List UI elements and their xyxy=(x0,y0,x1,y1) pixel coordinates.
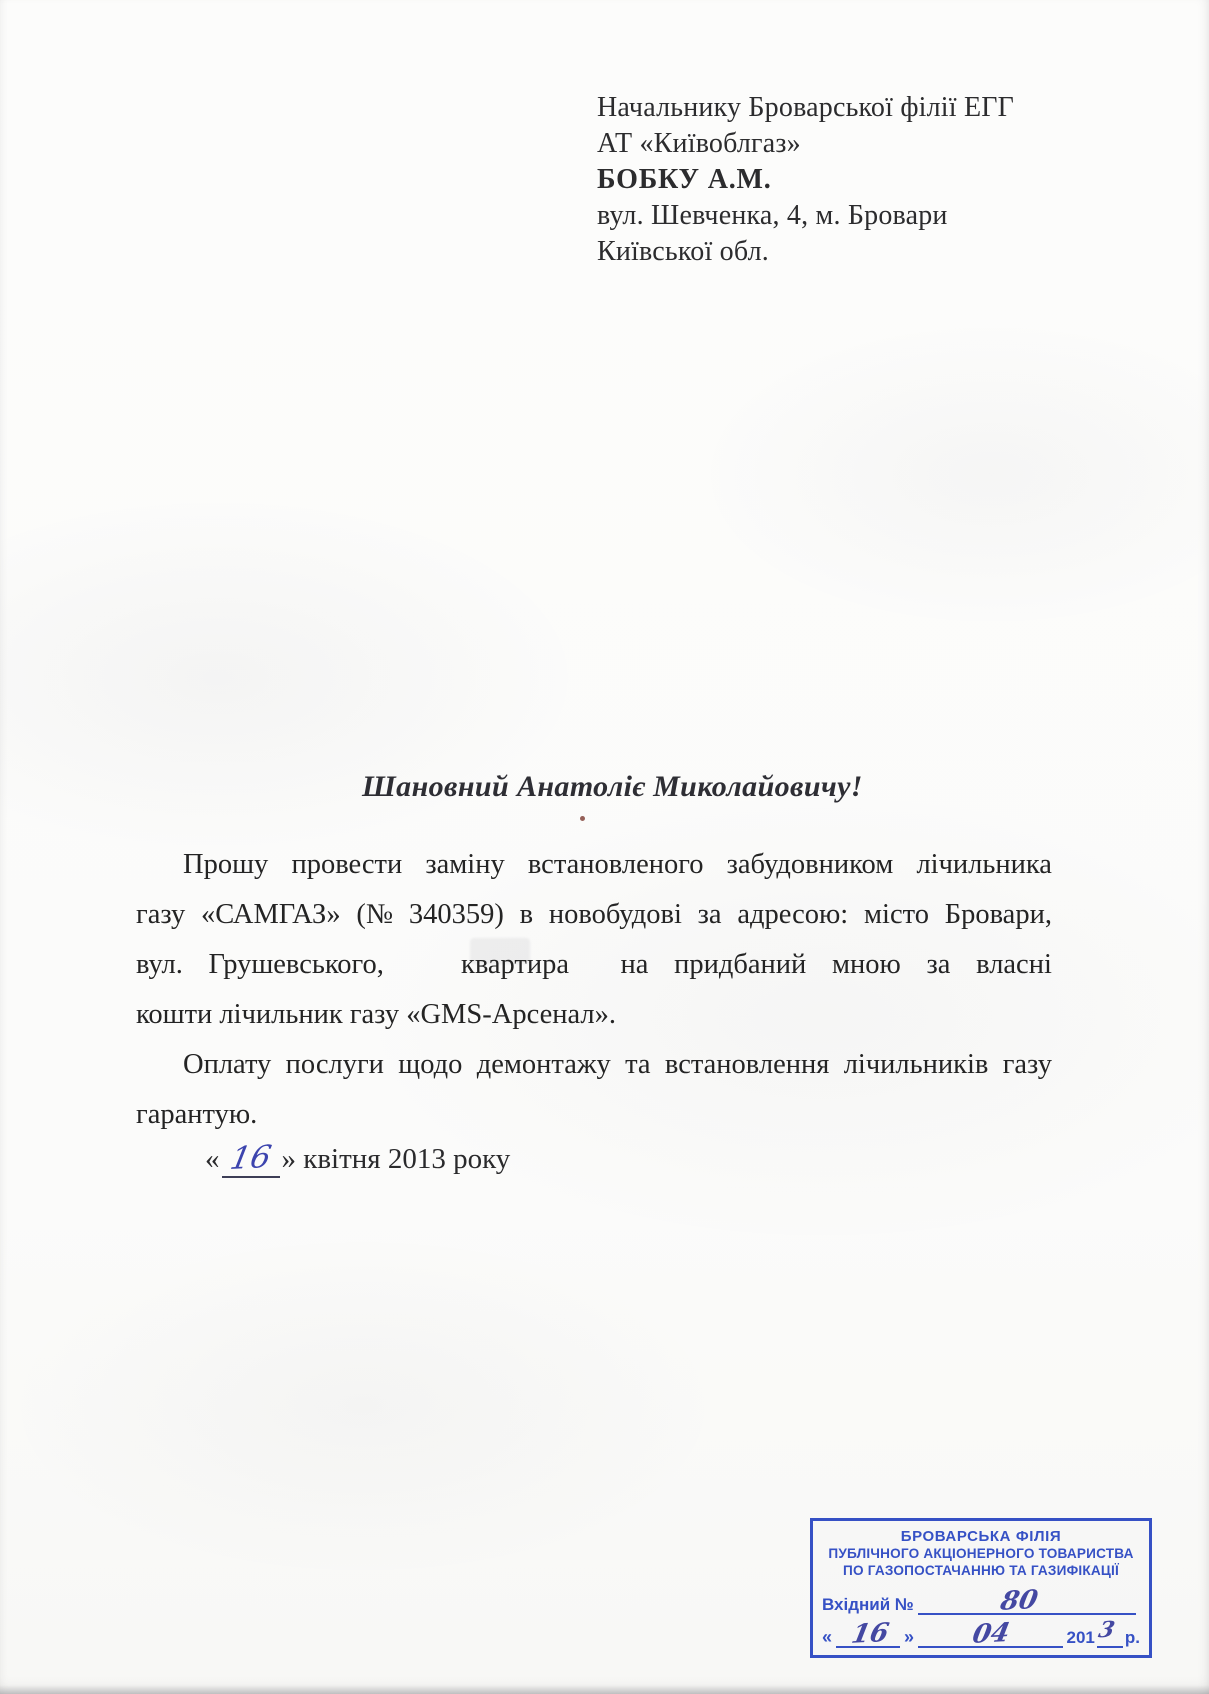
body-word: встановленого xyxy=(527,849,704,880)
body-line xyxy=(136,1040,1052,1090)
body-word: місто xyxy=(864,899,929,930)
body-word: за xyxy=(697,899,722,930)
recipient-address-line: Київської обл. xyxy=(597,236,769,267)
body-word: забудовником xyxy=(726,849,894,880)
body-word: в xyxy=(519,899,534,930)
body-word: 340359) xyxy=(408,899,504,930)
stamp-org-line1: БРОВАРСЬКА ФІЛІЯ xyxy=(900,1528,1062,1545)
recipient-line: АТ «Київоблгаз» xyxy=(597,128,801,159)
body-word: встановлення xyxy=(664,1049,830,1080)
body-word: та xyxy=(625,1049,651,1080)
body-word: Грушевського, xyxy=(208,949,384,980)
body-word: за xyxy=(926,949,951,980)
body-word: Оплату xyxy=(183,1049,272,1080)
body-word: послуги xyxy=(285,1049,384,1080)
recipient-line: Начальнику Броварської філії ЕГГ xyxy=(597,92,1015,123)
stamp-date-close-quote: » xyxy=(904,1627,915,1647)
recipient-name: БОБКУ А.М. xyxy=(597,164,772,195)
body-word: мною xyxy=(831,949,901,980)
body-word: газу xyxy=(136,899,186,930)
body-word: лічильника xyxy=(916,849,1052,880)
salutation: Шановний Анатоліє Миколайовичу! xyxy=(362,770,863,803)
stamp-year-blank xyxy=(1096,1616,1123,1648)
stamp-date-day-blank xyxy=(836,1618,900,1650)
stamp-org-line2: ПУБЛІЧНОГО АКЦІОНЕРНОГО ТОВАРИСТВА xyxy=(828,1546,1134,1561)
handwritten-incoming-number: 80 xyxy=(997,1585,1041,1617)
body-word: газу xyxy=(1002,1049,1052,1080)
body-word: новобудові xyxy=(548,899,682,930)
paper-speck xyxy=(580,816,585,821)
incoming-stamp xyxy=(810,1518,1152,1658)
body-line xyxy=(136,890,1052,940)
body-line: кошти лічильник газу «GMS-Арсенал». xyxy=(136,999,616,1030)
handwritten-stamp-year-digit: 3 xyxy=(1096,1616,1117,1644)
body-word: провести xyxy=(291,849,403,880)
stamp-org-line3: ПО ГАЗОПОСТАЧАННЮ ТА ГАЗИФІКАЦІЇ xyxy=(843,1563,1119,1578)
body-word: (№ xyxy=(356,899,394,930)
stamp-year-unit: р. xyxy=(1124,1628,1140,1647)
scan-bottom-edge xyxy=(0,1685,1209,1694)
stamp-incoming-blank xyxy=(918,1585,1136,1617)
body-word: щодо xyxy=(398,1049,463,1080)
body-word: придбаний xyxy=(674,949,807,980)
date-rest: » квітня 2013 року xyxy=(281,1143,511,1175)
body-line: гарантую. xyxy=(136,1099,258,1130)
date-open-quote: « xyxy=(205,1143,220,1175)
body-word: заміну xyxy=(425,849,505,880)
letter-body xyxy=(136,840,1052,1140)
stamp-incoming-row xyxy=(822,1585,1140,1617)
body-line xyxy=(136,940,1052,990)
stamp-year-prefix: 201 xyxy=(1066,1628,1095,1647)
handwritten-stamp-month: 04 xyxy=(969,1618,1013,1650)
handwritten-day: 16 xyxy=(226,1138,274,1178)
body-word: вул. xyxy=(136,949,183,980)
body-word: Бровари, xyxy=(944,899,1052,930)
body-word: квартира xyxy=(460,949,570,980)
recipient-block xyxy=(597,90,1014,270)
body-word: лічильників xyxy=(843,1049,989,1080)
date-day-blank xyxy=(222,1140,280,1178)
body-word: Прошу xyxy=(183,849,269,880)
recipient-address-line: вул. Шевченка, 4, м. Бровари xyxy=(597,200,948,231)
body-line xyxy=(136,840,1052,890)
handwritten-stamp-day: 16 xyxy=(848,1618,892,1650)
stamp-incoming-label: Вхідний № xyxy=(822,1595,914,1614)
body-word: демонтажу xyxy=(476,1049,611,1080)
body-word: «САМГАЗ» xyxy=(201,899,341,930)
body-word: на xyxy=(620,949,649,980)
stamp-date-open-quote: « xyxy=(822,1627,833,1647)
stamp-date-row xyxy=(822,1616,1140,1650)
stamp-date-month-blank xyxy=(918,1618,1062,1650)
body-word: адресою: xyxy=(737,899,849,930)
date-line xyxy=(205,1140,510,1178)
body-word: власні xyxy=(976,949,1052,980)
